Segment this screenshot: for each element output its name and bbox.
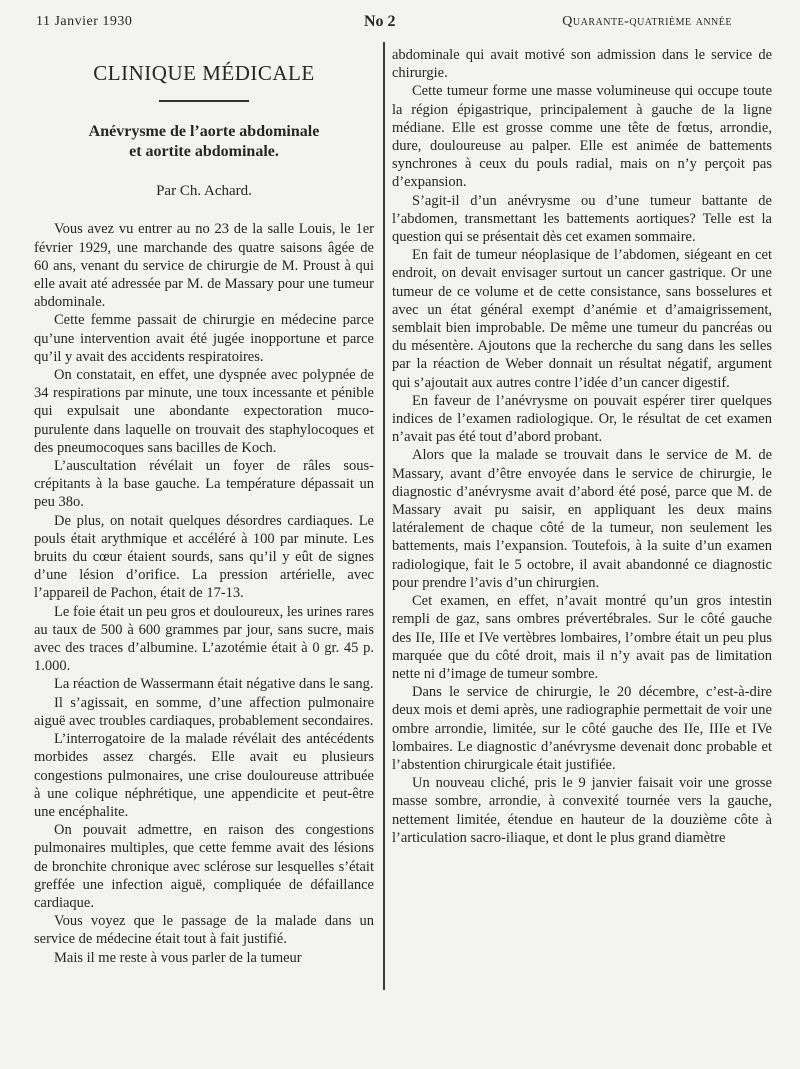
column-divider xyxy=(383,42,385,990)
article-title-line-1: Anévrysme de l’aorte abdominale xyxy=(88,123,320,141)
paragraph: Dans le service de chirurgie, le 20 décembre, c’est-à-dire deux mois et demi après, une radiographie permettait de voir une ombre arrondie, limitée, sur le côté gauche des IIe, IIIe et IVe lombaires. Le diagnostic d’anévrysme devenait donc probable et l’abstention chirurgicale était justifiée. xyxy=(392,684,772,773)
byline: Par Ch. Achard. xyxy=(156,183,252,200)
volume-year: Quarante-quatrième année xyxy=(562,14,732,29)
paragraph-continued: Mais il me reste à vous parler de la tumeur xyxy=(54,949,302,966)
paragraph: L’auscultation révélait un foyer de râles sous-crépitants à la base gauche. La température dépassait un peu 38o. xyxy=(34,458,374,511)
paragraph: Vous avez vu entrer au no 23 de la salle Louis, le 1er février 1929, une marchande des quatre saisons âgée de 60 ans, venant du service de chirurgie de M. Proust à qui elle avait até adressée par M. de Massary pour une tumeur abdominale. xyxy=(34,221,374,311)
paragraph: En faveur de l’anévrysme on pouvait espérer tirer quelques indices de l’examen radiologique. Or, le résultat de cet examen n’avait pas été tout d’abord probant. xyxy=(392,392,772,446)
paragraph: Vous voyez que le passage de la malade dans un service de médecine était tout à fait justifié. xyxy=(34,913,374,948)
paragraph: Le foie était un peu gros et douloureux, les urines rares au taux de 500 à 600 grammes par jour, sans sucre, mais avec des traces d’albumine. L’azotémie était à 0 gr. 45 p. 1.000. xyxy=(34,603,374,675)
article-title-line-2: et aortite abdominale. xyxy=(129,143,279,161)
paragraph: S’agit-il d’un anévrysme ou d’une tumeur battante de l’abdomen, transmettant les battements aortiques? Telle est la question qui se présentait dès cet examen sommaire. xyxy=(392,192,772,246)
paragraph: Un nouveau cliché, pris le 9 janvier faisait voir une grosse masse sombre, arrondie, à convexité tournée vers la gauche, nettement limitée, étendue en hauteur de la douzième côte à l’articulation sacro-iliaque, et dont le plus grand diamètre xyxy=(392,775,772,846)
paragraph: On pouvait admettre, en raison des congestions pulmonaires multiples, que cette femme avait des lésions de bronchite chronique avec sclérose sur lesquelles s’était greffée une infection aiguë, compliquée de défaillance cardiaque. xyxy=(34,822,374,911)
paragraph: Cette femme passait de chirurgie en médecine parce qu’une intervention avait été jugée inopportune et parce qu’il y avait des accidents respiratoires. xyxy=(34,312,374,365)
paragraph: Cette tumeur forme une masse volumineuse qui occupe toute la région épigastrique, principalement à gauche de la ligne médiane. Elle est grosse comme une tête de fœtus, arrondie, dure, douloureuse au palper. Elle est animée de battements synchrones à ceux du pouls radial, mais on n’y perçoit pas d’expansion. xyxy=(392,83,772,191)
paragraph: Cet examen, en effet, n’avait montré qu’un gros intestin rempli de gaz, sans ombres prévertébrales. Sur le côté gauche des IIe, IIIe et IVe vertèbres lombaires, l’ombre était un peu plus marquée que du côté droit, mais il n’y avait pas de limitation nette ni d’image de tumeur sombre. xyxy=(392,593,772,682)
paragraph: En fait de tumeur néoplasique de l’abdomen, siégeant en cet endroit, on devait envisager surtout un cancer gastrique. Or une tumeur de ce volume et de cette consistance, sans bosselures et avec un état général exempt d’anémie et d’amaigrissement, semblait bien improbable. De même une tumeur du pancréas ou du mésentère. Ajoutons que la recherche du sang dans les selles par la réaction de Weber donnait un résultat négatif, argument qui s’ajoutait aux autres contre l’idée d’un cancer digestif. xyxy=(392,247,772,391)
right-column xyxy=(392,46,772,847)
title-rule xyxy=(159,100,249,102)
issue-date: 11 Janvier 1930 xyxy=(36,14,133,29)
paragraph: Il s’agissait, en somme, d’une affection pulmonaire aiguë avec troubles cardiaques, probablement secondaires. xyxy=(34,694,374,729)
paragraph: La réaction de Wassermann était négative dans le sang. xyxy=(54,676,374,693)
paragraph: De plus, on notait quelques désordres cardiaques. Le pouls était arythmique et accéléré à 100 par minute. Les bruits du cœur étaient sourds, sans qu’il y eût de signes d’une lésion d’orifice. La pression artérielle, avec l’appareil de Pachon, était de 17-13. xyxy=(34,512,374,602)
paragraph-continuation: abdominale qui avait motivé son admission dans le service de chirurgie. xyxy=(392,47,772,82)
issue-number: No 2 xyxy=(364,13,396,30)
left-column xyxy=(34,40,374,967)
article-title xyxy=(34,122,374,162)
paragraph: L’interrogatoire de la malade révélait des antécédents morbides assez chargés. Elle avait eu plusieurs congestions pulmonaires, une crise douloureuse attribuée à une colique néphrétique, une appendicite et peut-être une encéphalite. xyxy=(34,731,374,820)
paragraph: Alors que la malade se trouvait dans le service de M. de Massary, avant d’être envoyée dans le service de chirurgie, le diagnostic d’anévrysme avait d’abord été posé, parce que M. de Massary avait pu saisir, en appliquant les deux mains latéralement de chaque côté de la tumeur, non seulement les battements, mais l’expansion. Toutefois, à la suite d’un examen radiologique, fait le 5 octobre, il avait abandonné ce diagnostic pour prendre l’avis d’un chirurgien. xyxy=(392,447,772,591)
page-header xyxy=(36,14,732,34)
paragraph: On constatait, en effet, une dyspnée avec polypnée de 34 respirations par minute, une toux incessante et pénible qui expulsait une abondante expectoration muco-purulente dans laquelle on trouvait des staphylocoques et des pneumocoques sans bacilles de Koch. xyxy=(34,367,374,456)
section-title: CLINIQUE MÉDICALE xyxy=(93,61,315,85)
